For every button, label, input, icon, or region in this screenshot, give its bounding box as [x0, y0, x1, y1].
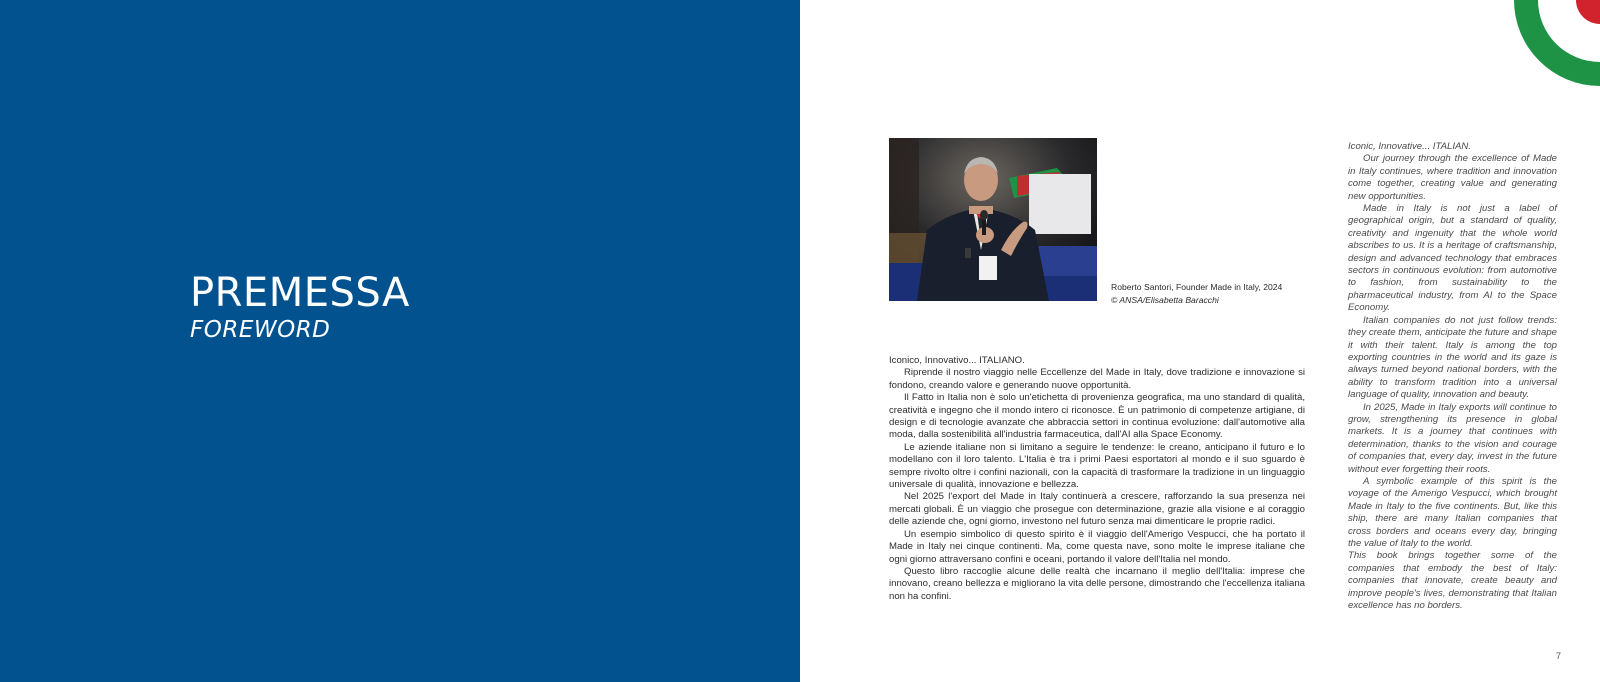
italian-paragraph: Le aziende italiane non si limitano a seguire le tendenze: le creano, anticipano il futuro e lo modellano con il loro talento. L'Italia è tra i primi Paesi esportatori al mondo e il suo sguardo è sempre rivolto oltre i confini nazionali, con la capacità di trasformare la tradizione in un linguaggio universale di qualità, innovazione e bellezza.	[889, 441, 1305, 491]
english-paragraph: Made in Italy is not just a label of geographical origin, but a standard of quality, creativity and ingenuity that the whole world abscribes to us. It is a heritage of craftsmanship, design and advanced technology that embraces sectors in continuous evolution: from automotive to fashion, from sustainability to the pharmaceutical industry, from AI to the Space Economy.	[1348, 203, 1557, 314]
english-paragraph: Italian companies do not just follow trends: they create them, anticipate the future and shape it with their talent. Italy is among the top exporting countries in the world and its gaze is always turned beyond national borders, with the ability to transform tradition into a universal language of quality, innovation and beauty.	[1348, 314, 1557, 401]
italian-paragraph: Riprende il nostro viaggio nelle Eccellenze del Made in Italy, dove tradizione e innovazione si fondono, creando valore e generando nuove opportunità.	[889, 367, 1305, 391]
italian-flag-arc-icon	[1512, 0, 1600, 88]
title-block	[190, 270, 410, 344]
english-body-text	[1348, 141, 1557, 612]
italian-body-text	[889, 355, 1305, 603]
right-page	[800, 0, 1600, 682]
italian-paragraph: Nel 2025 l'export del Made in Italy continuerà a crescere, rafforzando la sua presenza nei mercati globali. È un viaggio che prosegue con determinazione, grazie alla visione e al coraggio delle aziende che, ogni giorno, investono nel futuro senza mai dimenticare le proprie radici.	[889, 491, 1305, 528]
english-heading: Iconic, Innovative... ITALIAN.	[1348, 141, 1471, 152]
italian-heading: Iconico, Innovativo... ITALIANO.	[889, 355, 1025, 366]
english-paragraph: Our journey through the excellence of Made in Italy continues, where tradition and innovation come together, creating value and generating new opportunities.	[1348, 153, 1557, 202]
english-last-paragraph: This book brings together some of the companies that embody the best of Italy: companies that innovate, create beauty and improve people's lives, demonstrating that Italian excellence has no borders.	[1348, 550, 1557, 612]
page-number: 7	[1556, 651, 1562, 661]
speaker-photo	[889, 138, 1097, 301]
photo-caption	[1111, 281, 1331, 306]
english-paragraph: In 2025, Made in Italy exports will continue to grow, strengthening its presence in global markets. It is a journey that continues with determination, thanks to the vision and courage of companies that, every day, invest in the future without ever forgetting their roots.	[1348, 401, 1557, 475]
italian-paragraph: Il Fatto in Italia non è solo un'etichetta di provenienza geografica, ma uno standard di qualità, creatività e ingegno che il mondo intero ci riconosce. È un patrimonio di competenze artigiane, di design e di tecnologie avanzate che abbraccia settori in continua evoluzione: dall'automotive alla moda, dalla sostenibilità all'industria farmaceutica, dall'AI alla Space Economy.	[889, 392, 1305, 441]
photo-illustration	[889, 138, 1097, 301]
page-title: PREMESSA	[190, 270, 410, 316]
italian-paragraph: Questo libro raccoglie alcune delle realtà che incarnano il meglio dell'Italia: imprese che innovano, creano bellezza e migliorano la vita delle persone, dimostrando che l'eccellenza italiana non ha confini.	[889, 565, 1305, 602]
page-subtitle: FOREWORD	[190, 317, 331, 343]
caption-line: Roberto Santori, Founder Made in Italy, 2024	[1111, 282, 1283, 292]
italian-paragraph: Un esempio simbolico di questo spirito è il viaggio dell'Amerigo Vespucci, che ha portato il Made in Italy nei cinque continenti. Ma, come questa nave, sono molte le imprese italiane che ogni giorno attraversano confini e oceani, portando il valore dell'Italia nel mondo.	[889, 528, 1305, 565]
caption-credit: © ANSA/Elisabetta Baracchi	[1111, 294, 1219, 305]
english-paragraph: A symbolic example of this spirit is the voyage of the Amerigo Vespucci, which brought Made in Italy to the five continents. But, like this ship, there are many Italian companies that cross borders and oceans every day, bringing the value of Italy to the world.	[1348, 475, 1557, 549]
